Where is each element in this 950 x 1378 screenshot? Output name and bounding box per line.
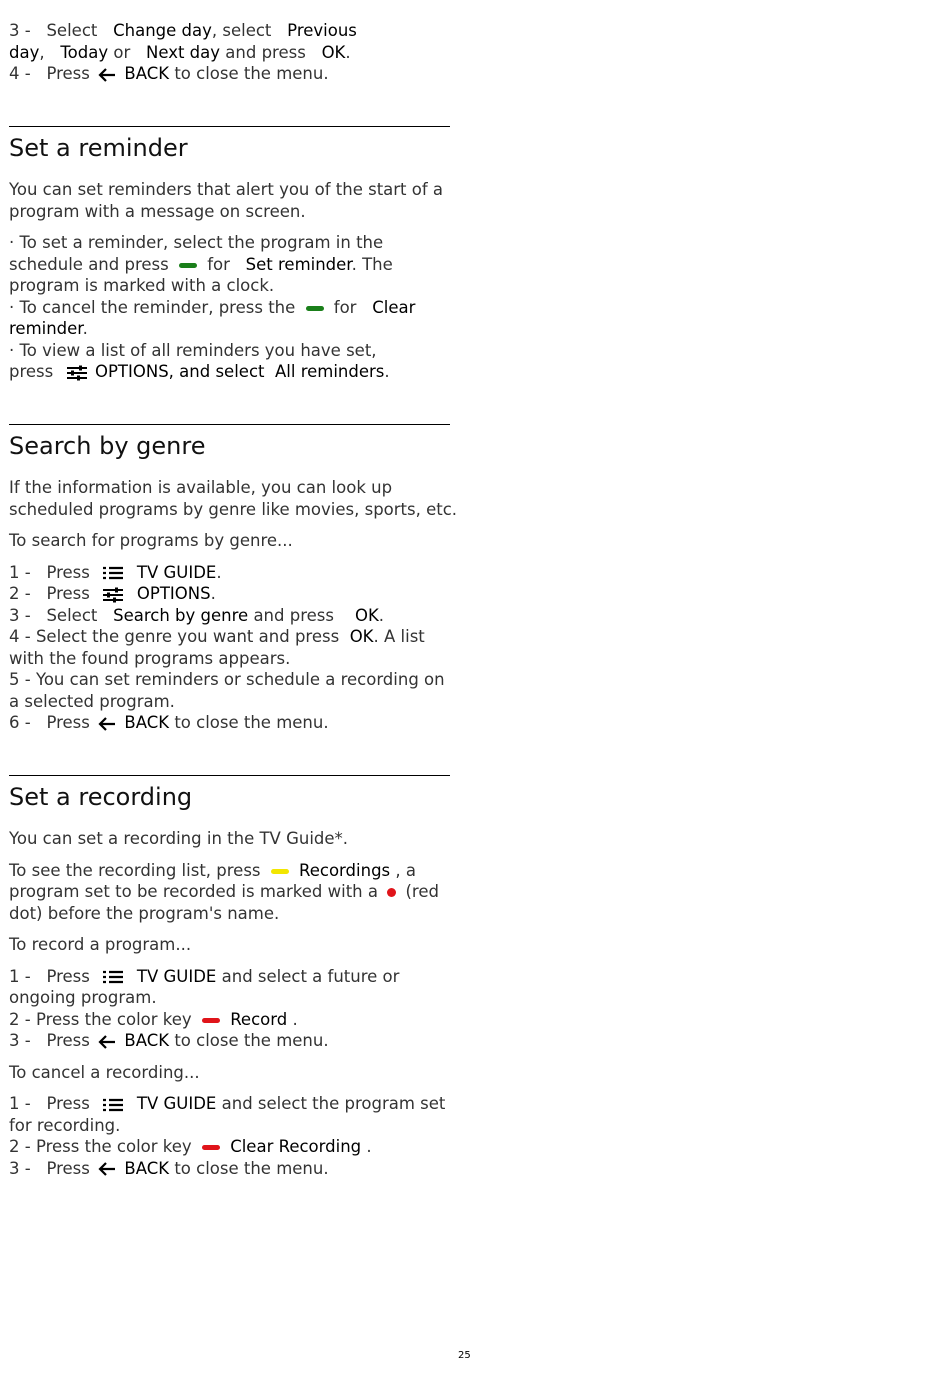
- back-arrow-icon: [97, 1034, 117, 1050]
- recording-see-list-cont2: dot) before the program's name.: [9, 903, 280, 923]
- recording-see-list: To see the recording list, press Recordings , a: [9, 860, 416, 880]
- reminder-bullet-1-cont2: program is marked with a clock.: [9, 276, 275, 295]
- record-step-2: 2 - Press the color key Record .: [9, 1009, 298, 1029]
- intro-steps: [9, 20, 357, 85]
- record-step-3: 3 - Press BACK to close the menu.: [9, 1031, 329, 1050]
- genre-step-4-cont: with the found programs appears.: [9, 648, 291, 668]
- genre-step-6: 6 - Press BACK to close the menu.: [9, 713, 329, 732]
- genre-body: [9, 477, 457, 734]
- cancel-step-1-cont: for recording.: [9, 1115, 121, 1135]
- section-divider: [9, 424, 450, 425]
- reminder-bullet-2-cont: reminder.: [9, 319, 88, 338]
- green-key-icon: [306, 306, 324, 311]
- reminder-intro-2: program with a message on screen.: [9, 201, 306, 221]
- genre-step-1: 1 - Press TV GUIDE.: [9, 562, 222, 582]
- back-arrow-icon: [97, 67, 117, 83]
- genre-step-5-cont: a selected program.: [9, 691, 175, 711]
- genre-step-5: 5 - You can set reminders or schedule a recording on: [9, 670, 445, 689]
- tv-guide-list-icon: [102, 1098, 124, 1112]
- reminder-bullet-1: · To set a reminder, select the program in the: [9, 233, 384, 252]
- intro-step-4: 4 - Press BACK to close the menu.: [9, 64, 329, 83]
- recording-see-list-cont: program set to be recorded is marked with a (red: [9, 882, 439, 901]
- reminder-bullet-3: · To view a list of all reminders you have set,: [9, 340, 377, 360]
- reminder-bullet-1-cont: schedule and press for Set reminder. The: [9, 254, 393, 274]
- record-step-1-cont: ongoing program.: [9, 988, 157, 1007]
- cancel-step-3: 3 - Press BACK to close the menu.: [9, 1158, 329, 1178]
- tv-guide-list-icon: [102, 970, 124, 984]
- section-divider: [9, 126, 450, 127]
- intro-step-3-cont: day, Today or Next day and press OK.: [9, 42, 351, 62]
- genre-lead: To search for programs by genre...: [9, 531, 293, 550]
- genre-step-2: 2 - Press OPTIONS.: [9, 584, 216, 603]
- recording-lead-cancel: To cancel a recording...: [9, 1062, 200, 1082]
- recording-intro: You can set a recording in the TV Guide*.: [9, 829, 349, 848]
- section-heading-reminder: Set a reminder: [9, 134, 188, 162]
- section-divider: [9, 775, 450, 776]
- genre-step-4: 4 - Select the genre you want and press OK. A list: [9, 627, 425, 646]
- page-number: 25: [458, 1350, 471, 1361]
- red-key-icon: [202, 1018, 220, 1023]
- genre-intro-1: If the information is available, you can look up: [9, 478, 393, 497]
- intro-step-3: 3 - Select Change day, select Previous: [9, 21, 357, 40]
- section-heading-recording: Set a recording: [9, 783, 193, 811]
- yellow-key-icon: [271, 869, 289, 874]
- cancel-step-1: 1 - Press TV GUIDE and select the program set: [9, 1094, 446, 1113]
- options-sliders-icon: [102, 587, 124, 603]
- record-step-1: 1 - Press TV GUIDE and select a future or: [9, 966, 400, 986]
- recording-lead-record: To record a program...: [9, 935, 192, 954]
- green-key-icon: [179, 263, 197, 268]
- back-arrow-icon: [97, 716, 117, 732]
- reminder-intro-1: You can set reminders that alert you of the start of a: [9, 180, 444, 199]
- reminder-bullet-2: · To cancel the reminder, press the for Clear: [9, 297, 416, 317]
- genre-step-3: 3 - Select Search by genre and press OK.: [9, 605, 385, 625]
- reminder-body: [9, 179, 443, 383]
- recording-body: [9, 828, 445, 1179]
- genre-intro-2: scheduled programs by genre like movies, sports, etc.: [9, 499, 458, 519]
- section-heading-genre: Search by genre: [9, 432, 206, 460]
- back-arrow-icon: [97, 1161, 117, 1177]
- tv-guide-list-icon: [102, 566, 124, 580]
- reminder-bullet-3-cont: press OPTIONS, and select All reminders.: [9, 362, 390, 381]
- options-sliders-icon: [66, 365, 88, 381]
- cancel-step-2: 2 - Press the color key Clear Recording .: [9, 1137, 372, 1156]
- red-key-icon: [202, 1145, 220, 1150]
- red-dot-icon: [387, 888, 396, 897]
